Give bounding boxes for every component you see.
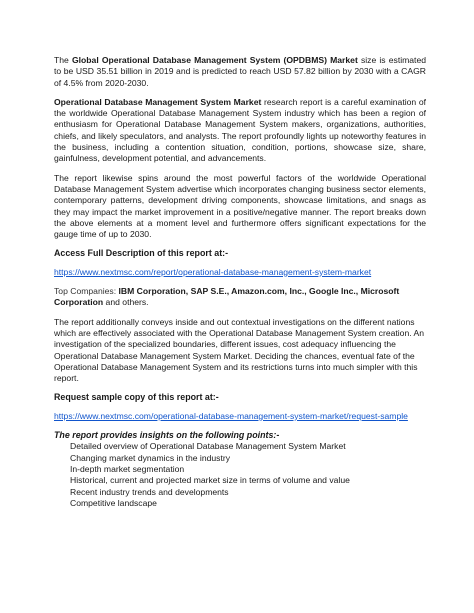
overview-market-name: Operational Database Management System Market	[54, 96, 262, 107]
access-link-line	[54, 267, 426, 278]
top-companies-label: Top Companies:	[54, 286, 119, 297]
case-studies-paragraph: The report additionally conveys inside and out contextual investigations on the different nations which are effectively associated with the Operational Database Management System creation. An investigation of the specialized boundaries, different issues, cost adequacy influencing the Operational Database Management System Market. Deciding the chances, eventual fate of the Operational Database Management System and its restrictions turns into much simpler with this report.	[54, 316, 425, 384]
document-page	[54, 55, 426, 509]
insights-list	[54, 441, 426, 509]
top-companies-line	[54, 286, 426, 309]
sample-link-line	[54, 411, 426, 422]
access-report-link[interactable]: https://www.nextmsc.com/report/operational-database-management-system-market	[54, 266, 372, 277]
factors-paragraph: The report likewise spins around the most powerful factors of the worldwide Operational Database Management System advertise which incorporates changing business sector elements, contemporary patterns, development driving components, showcase limitations, and snags as they may impact the market improvement in a positive/negative manner. The report breaks down the above elements at a moment level and furthermore offers significant expectations for the gauge time of up to 2030.	[54, 172, 426, 240]
list-item: Competitive landscape	[70, 497, 157, 508]
sample-heading: Request sample copy of this report at:-	[54, 392, 219, 403]
list-item: Detailed overview of Operational Database Management System Market	[70, 441, 346, 452]
top-companies-names: IBM Corporation, SAP S.E., Amazon.com, Inc., Google Inc., Microsoft Corporation	[54, 286, 400, 308]
intro-text-end: size is estimated to be USD 35.51 billion in 2019 and is predicted to reach USD 57.82 billion by 2030 with a CAGR of 4.5% from 2020-2030.	[54, 55, 426, 88]
request-sample-link[interactable]: https://www.nextmsc.com/operational-database-management-system-market/request-sample	[54, 410, 408, 421]
insights-heading: The report provides insights on the following points:-	[54, 430, 280, 441]
list-item: Changing market dynamics in the industry	[70, 452, 231, 463]
list-item: In-depth market segmentation	[70, 463, 185, 474]
top-companies-tail: and others.	[103, 297, 149, 308]
list-item: Historical, current and projected market size in terms of volume and value	[70, 475, 350, 486]
intro-paragraph	[54, 55, 426, 89]
overview-text: research report is a careful examination of the worldwide Operational Database Management System industry which has been a region of enthusiasm for Operational Database Management System makers, organizations, authorities, chiefs, and likely speculators, and analysts. The report profoundly lights up noteworthy features in the business, including a contention situation, condition, portions, showcase size, share, gainfulness, development potential, and advancements.	[54, 96, 426, 164]
list-item: Recent industry trends and developments	[70, 486, 229, 497]
intro-text-start: The	[54, 55, 72, 65]
access-heading: Access Full Description of this report at:-	[54, 248, 229, 259]
intro-market-name: Global Operational Database Management System (OPDBMS) Market	[71, 55, 358, 65]
overview-paragraph	[54, 97, 426, 165]
